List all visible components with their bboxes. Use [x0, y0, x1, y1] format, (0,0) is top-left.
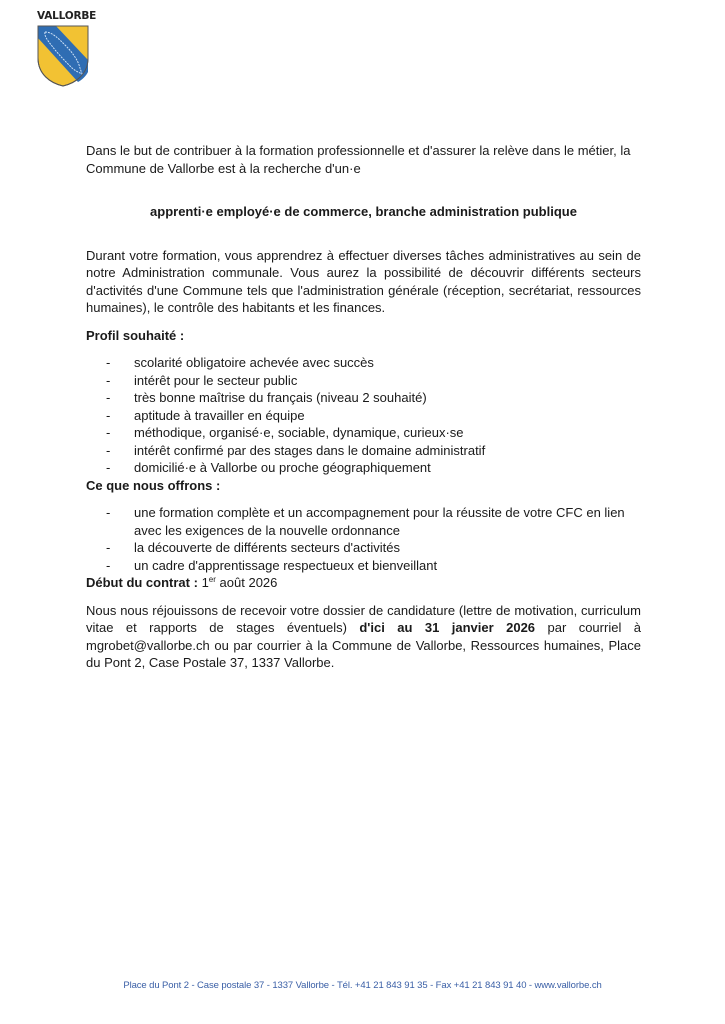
- bullet-dash: -: [106, 442, 111, 458]
- contract-start: [86, 574, 641, 592]
- vallorbe-crest-icon: [36, 24, 90, 88]
- bullet-dash: -: [106, 372, 111, 388]
- profile-heading: Profil souhaité :: [86, 327, 185, 343]
- application-paragraph: Nous nous réjouissons de recevoir votre dossier de candidature (lettre de motivation, curriculum vitae et rapports de stages éventuels) d'ici au 31 janvier 2026 par courriel à mgrobet@vallorbe.ch ou par courrier à la Commune de Vallorbe, Ressources humaines, Place du Pont 2, Case Postale 37, 1337 Vallorbe.: [86, 602, 641, 670]
- profile-item: - méthodique, organisé·e, sociable, dynamique, curieux·se: [106, 425, 464, 440]
- profile-item: - intérêt confirmé par des stages dans le domaine administratif: [106, 442, 486, 458]
- offer-item: - une formation complète et un accompagnement pour la réussite de votre CFC en lien avec les exigences de la nouvelle ordonnance: [106, 505, 625, 538]
- bullet-dash: -: [106, 460, 111, 475]
- offers-heading: Ce que nous offrons :: [86, 477, 221, 493]
- commune-name: VALLORBE: [37, 10, 97, 22]
- profile-item: - aptitude à travailler en équipe: [106, 407, 305, 423]
- contact-email[interactable]: mgrobet@vallorbe.ch: [86, 637, 210, 653]
- offer-item: - un cadre d'apprentissage respectueux et bienveillant: [106, 557, 438, 573]
- bullet-dash: -: [106, 407, 111, 423]
- description-paragraph: Durant votre formation, vous apprendrez à effectuer diverses tâches administratives au sein de notre Administration communale. Vous aurez la possibilité de découvrir différents secteurs d'activités d'une Commune tels que l'administration générale (réception, secrétariat, ressources humaines), le contrôle des habitants et les finances.: [86, 247, 641, 315]
- profile-item: - intérêt pour le secteur public: [106, 372, 298, 388]
- document-body: [86, 142, 641, 672]
- intro-paragraph: Dans le but de contribuer à la formation professionnelle et d'assurer la relève dans le métier, la Commune de Vallorbe est à la recherche d'un·e: [86, 143, 631, 176]
- profile-item: - domicilié·e à Vallorbe ou proche géographiquement: [106, 460, 431, 475]
- offers-list: [86, 504, 641, 574]
- commune-logo: [37, 10, 97, 88]
- bullet-dash: -: [106, 390, 111, 405]
- contract-day-suffix: er: [208, 575, 216, 584]
- page-footer: Place du Pont 2 - Case postale 37 - 1337 Vallorbe - Tél. +41 21 843 91 35 - Fax +41 21 843 91 40 - www.vallorbe.ch: [123, 980, 602, 991]
- contract-day: 1: [201, 575, 209, 590]
- profile-item: - très bonne maîtrise du français (niveau 2 souhaité): [106, 390, 427, 405]
- bullet-dash: -: [106, 505, 111, 520]
- bullet-dash: -: [106, 540, 111, 555]
- bullet-dash: -: [106, 425, 111, 440]
- bullet-dash: -: [106, 355, 111, 370]
- contract-date: août 2026: [219, 575, 278, 590]
- profile-item: - scolarité obligatoire achevée avec succès: [106, 355, 374, 370]
- job-title: apprenti·e employé·e de commerce, branche administration publique: [150, 204, 577, 219]
- contract-label: Début du contrat :: [86, 575, 198, 590]
- application-deadline: d'ici au 31 janvier 2026: [359, 620, 536, 635]
- bullet-dash: -: [106, 557, 111, 573]
- profile-list: [86, 354, 641, 477]
- offer-item: - la découverte de différents secteurs d'activités: [106, 540, 400, 555]
